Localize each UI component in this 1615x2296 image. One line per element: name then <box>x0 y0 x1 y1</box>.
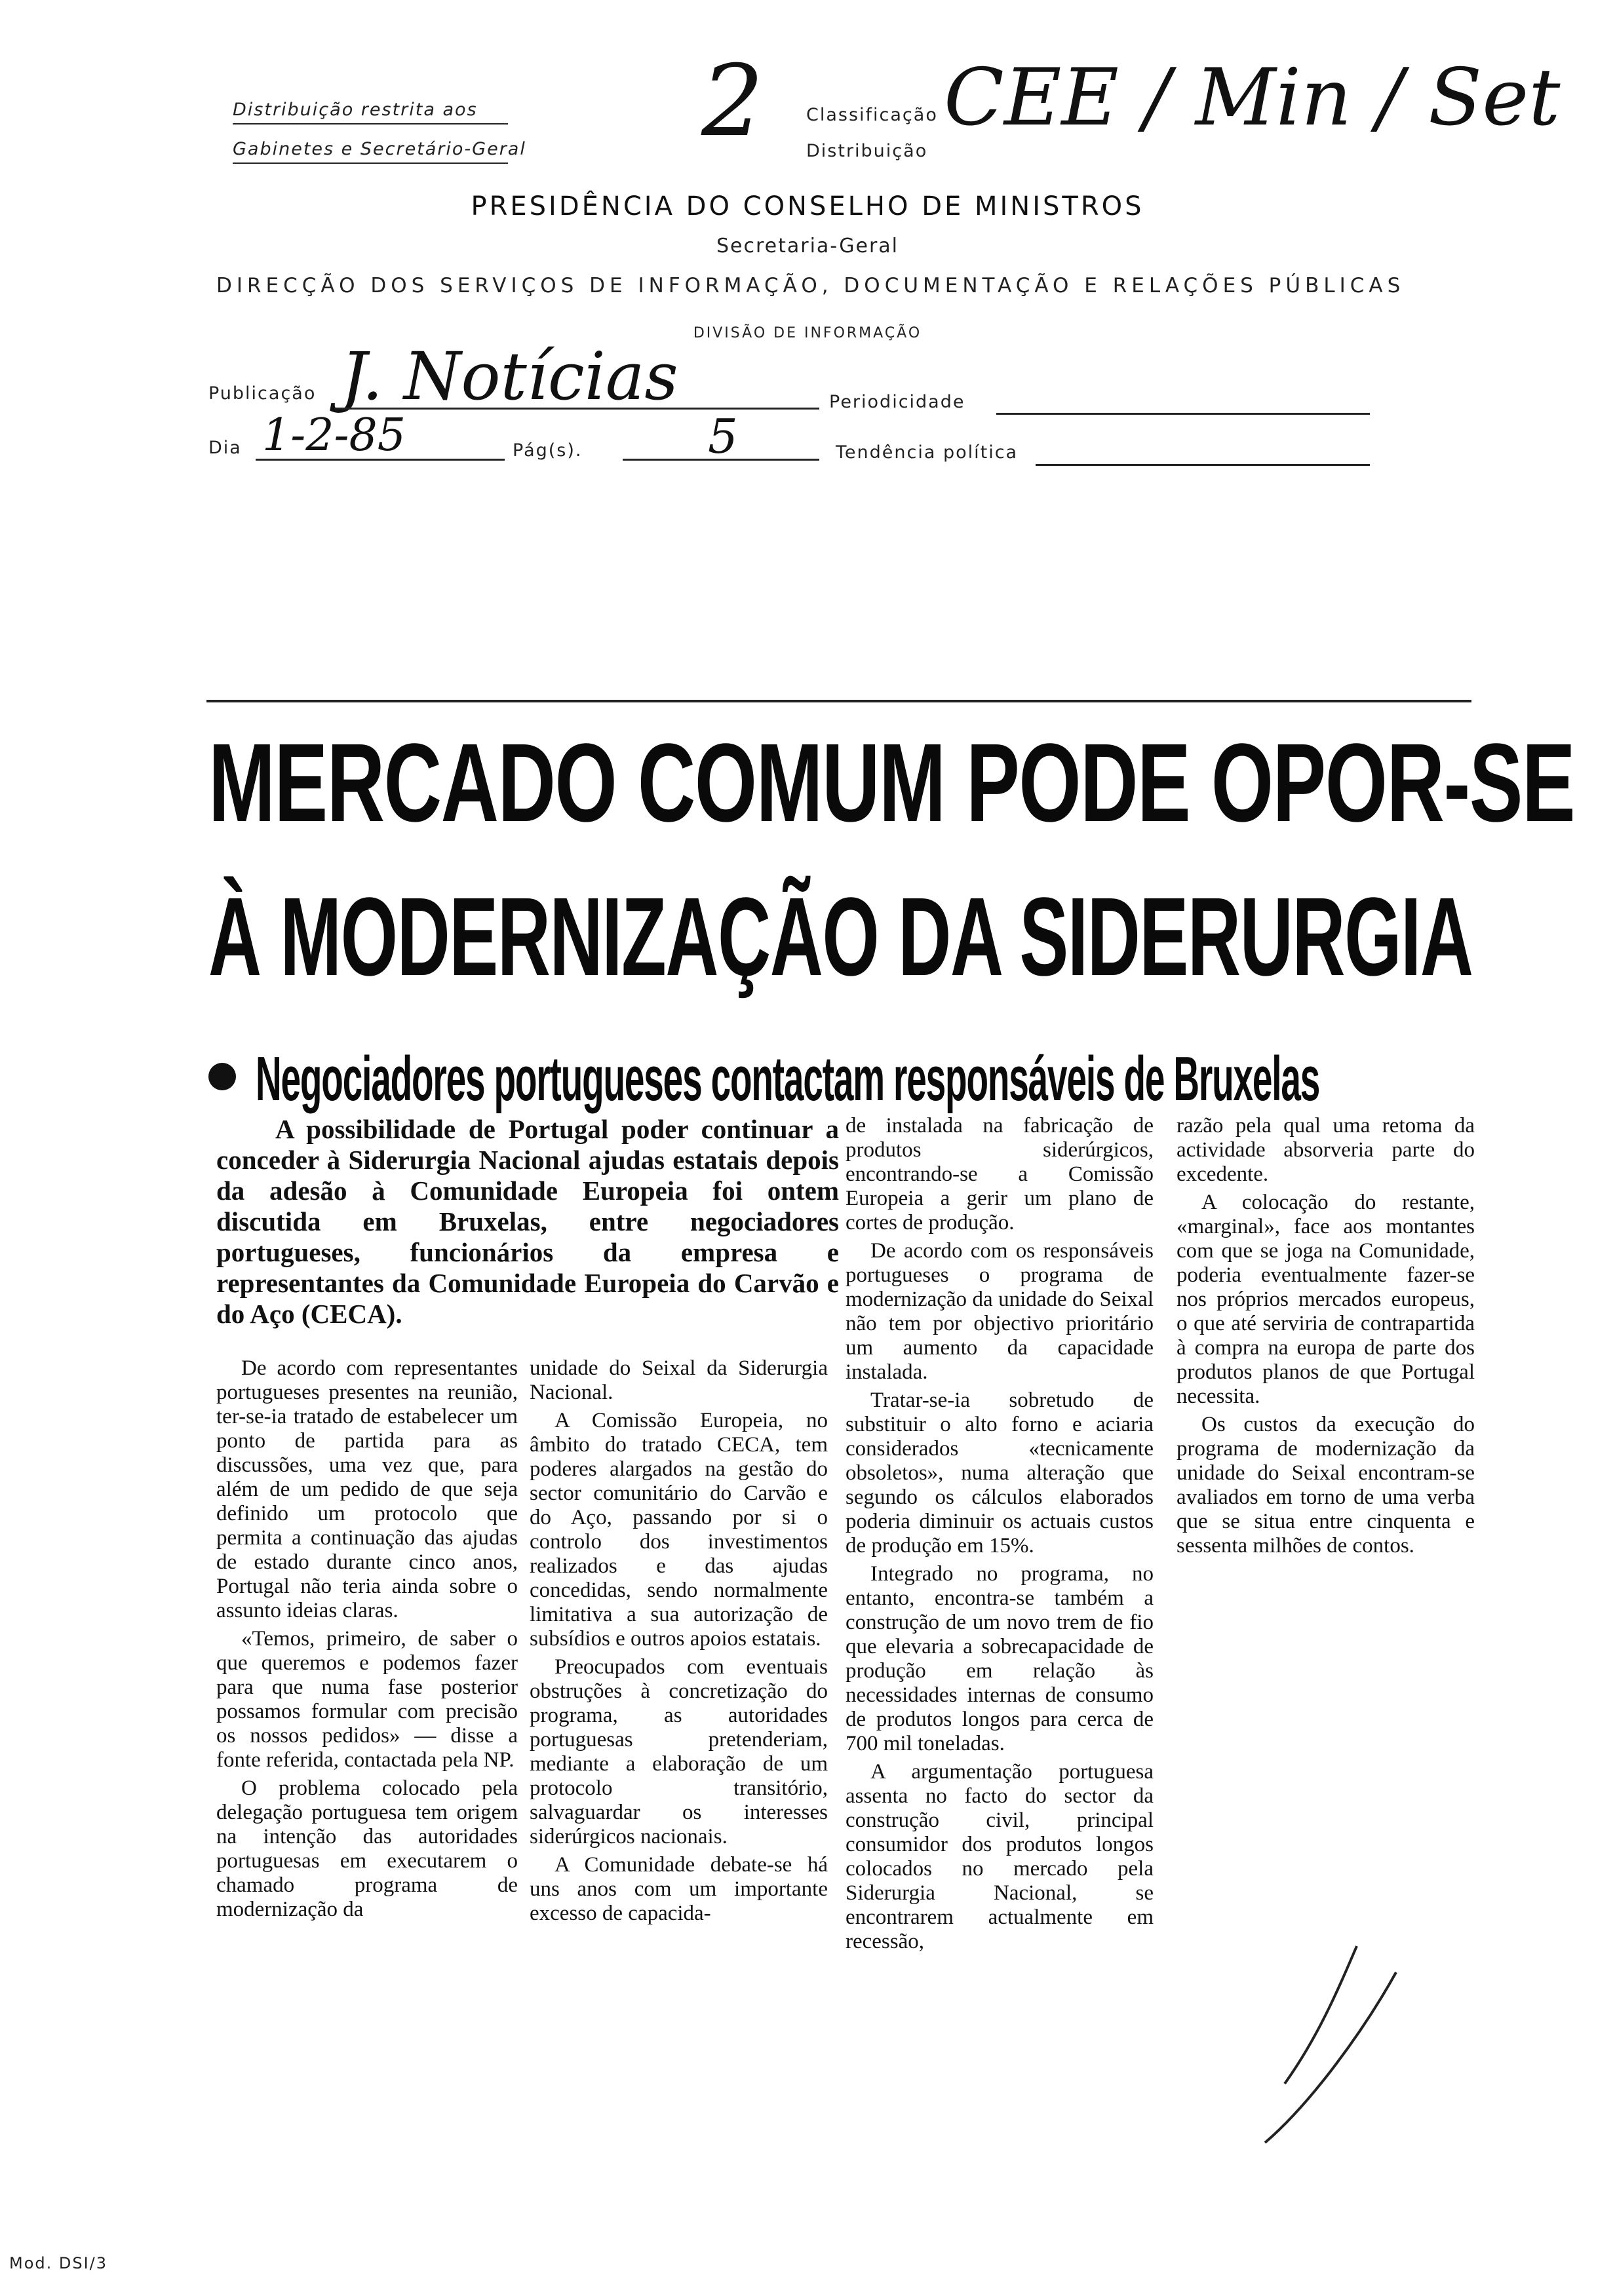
restricted-underline-2 <box>233 163 508 164</box>
paragraph: Os custos da execução do programa de modernização da unidade do Seixal encontram-se avaliados em torno de uma verba que se situa entre cinquenta e sessenta milhões de contos. <box>1177 1413 1475 1558</box>
periodicity-label: Periodicidade <box>829 392 965 412</box>
paragraph: «Temos, primeiro, de saber o que queremos e podemos fazer para que numa fase posterior possamos formular com precisão os nossos pedidos» — disse a fonte referida, contactada pela NP. <box>216 1627 518 1772</box>
form-code: Mod. DSI/3 <box>9 2254 108 2272</box>
paragraph: Tratar-se-ia sobretudo de substituir o alto forno e aciaria considerados «tecnicamente obsoletos», numa alteração que segundo os cálculos elaborados poderia diminuir os actuais custos de produção em 15%. <box>846 1388 1154 1558</box>
periodicity-underline <box>996 413 1370 415</box>
day-underline <box>256 459 505 461</box>
tendency-label: Tendência política <box>836 442 1019 463</box>
article-lead: A possibilidade de Portugal poder continuar a conceder à Siderurgia Nacional ajudas estatais depois da adesão à Comunidade Europeia foi ontem discutida em Bruxelas, entre negociadores portugueses, funcionários da empresa e representantes da Comunidade Europeia do Carvão e do Aço (CECA). <box>216 1114 839 1329</box>
directorate: DIRECÇÃO DOS SERVIÇOS DE INFORMAÇÃO, DOCUMENTAÇÃO E RELAÇÕES PÚBLICAS <box>216 274 1405 297</box>
org-title: PRESIDÊNCIA DO CONSELHO DE MINISTROS <box>471 191 1144 221</box>
day-value: 1-2-85 <box>262 410 406 461</box>
secretariat: Secretaria-Geral <box>716 235 899 258</box>
pages-value: 5 <box>708 409 738 464</box>
paragraph: de instalada na fabricação de produtos siderúrgicos, encontrando-se a Comissão Europeia a gerir um plano de cortes de produção. <box>846 1114 1154 1234</box>
classification-label: Classificação <box>806 105 938 125</box>
bullet <box>208 1063 236 1090</box>
handwritten-number: 2 <box>701 45 764 159</box>
paragraph: A Comunidade debate-se há uns anos com um importante excesso de capacida- <box>530 1853 828 1925</box>
restricted-underline-1 <box>233 123 508 124</box>
pages-underline <box>623 459 819 461</box>
article-column-3 <box>846 1114 1154 1972</box>
paragraph: A argumentação portuguesa assenta no facto do sector da construção civil, principal consumidor dos produtos longos colocados no mercado pela Siderurgia Nacional, se encontrarem actualmente em recessão, <box>846 1760 1154 1953</box>
paragraph: A Comissão Europeia, no âmbito do tratado CECA, tem poderes alargados na gestão do sector comunitário do Carvão e do Aço, passando por si o controlo dos investimentos realizados e das ajudas concedidas, sendo normalmente limitativa a sua autorização de subsídios e outros apoios estatais. <box>530 1409 828 1651</box>
publication-underline <box>334 408 819 410</box>
paragraph: Integrado no programa, no entanto, encontra-se também a construção de um novo trem de fio que elevaria a sobrecapacidade de produção em relação às necessidades internas de consumo de produtos longos para cerca de 700 mil toneladas. <box>846 1562 1154 1755</box>
clipping-top-rule <box>206 700 1471 702</box>
paragraph: A colocação do restante, «marginal», face aos montantes com que se joga na Comunidade, poderia eventualmente fazer-se nos próprios mercados europeus, o que até serviria de contrapartida à compra na europa de parte dos produtos planos de que Portugal necessita. <box>1177 1191 1475 1408</box>
paragraph: De acordo com representantes portugueses presentes na reunião, ter-se-ia tratado de estabelecer um ponto de partida para as discussões, uma vez que, para além de um pedido de que seja definido um protocolo que permita a continuação das ajudas de estado durante cinco anos, Portugal não teria ainda sobre o assunto ideias claras. <box>216 1356 518 1622</box>
paragraph: unidade do Seixal da Siderurgia Nacional. <box>530 1356 828 1404</box>
headline-line-1: MERCADO COMUM PODE OPOR-SE <box>208 721 1575 845</box>
restricted-line-1: Distribuição restrita aos <box>233 100 478 120</box>
article-column-1 <box>216 1356 518 1972</box>
headline-line-2: À MODERNIZAÇÃO DA SIDERURGIA <box>208 875 1473 999</box>
pen-mark-lines <box>1245 1933 1442 2156</box>
restricted-line-2: Gabinetes e Secretário-Geral <box>233 139 526 159</box>
distribution-label: Distribuição <box>806 141 928 161</box>
paragraph: De acordo com os responsáveis portugueses o programa de modernização da unidade do Seixal não tem por objectivo prioritário um aumento da capacidade instalada. <box>846 1239 1154 1384</box>
tendency-underline <box>1036 464 1370 466</box>
paragraph: Preocupados com eventuais obstruções à concretização do programa, as autoridades portuguesas pretenderiam, mediante a elaboração de um protocolo transitório, salvaguardar os interesses siderúrgicos nacionais. <box>530 1655 828 1848</box>
publication-value: J. Notícias <box>341 338 678 415</box>
paragraph: O problema colocado pela delegação portuguesa tem origem na intenção das autoridades portuguesas em executarem o chamado programa de modernização da <box>216 1776 518 1921</box>
handwritten-classification: CEE / Min / Set <box>944 52 1561 144</box>
publication-label: Publicação <box>208 383 317 404</box>
article-column-4 <box>1177 1114 1475 1632</box>
division: DIVISÃO DE INFORMAÇÃO <box>693 325 922 341</box>
day-label: Dia <box>208 438 242 458</box>
paragraph: razão pela qual uma retoma da actividade absorveria parte do excedente. <box>1177 1114 1475 1186</box>
subheadline: Negociadores portugueses contactam responsáveis de Bruxelas <box>256 1044 1320 1114</box>
pages-label: Pág(s). <box>513 440 583 461</box>
article-column-2 <box>530 1356 828 1972</box>
